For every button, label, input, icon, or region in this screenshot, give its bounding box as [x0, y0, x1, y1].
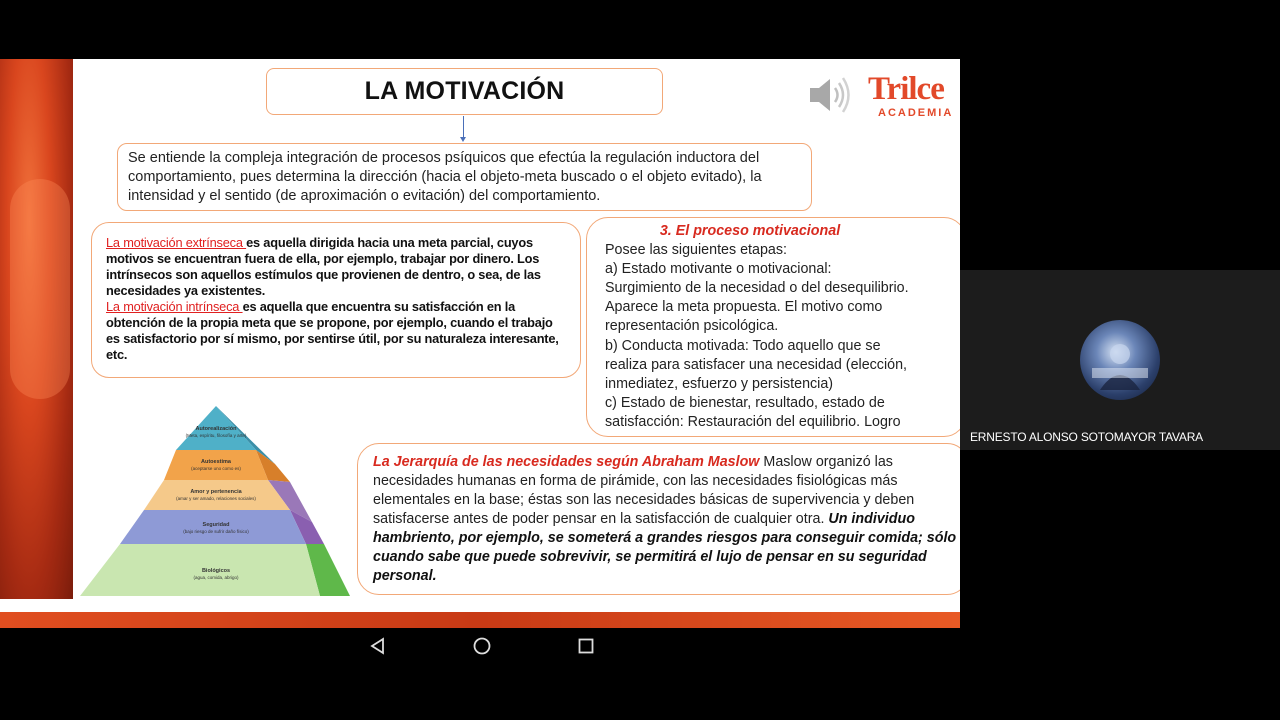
- pyramid-label: Seguridad: [202, 522, 230, 528]
- pyramid-desc: (Meta, espíritu, filosofía y arte): [185, 433, 247, 438]
- pyramid-desc: (agua, comida, abrigo): [193, 575, 239, 580]
- back-triangle-icon: [369, 637, 387, 655]
- process-line: representación psicológica.: [605, 318, 779, 335]
- home-button[interactable]: [462, 628, 502, 663]
- participant-tile[interactable]: [960, 270, 1280, 450]
- avatar-image: [1080, 320, 1160, 400]
- android-navigation-bar: [0, 628, 960, 663]
- participant-name: ERNESTO ALONSO SOTOMAYOR TAVARA: [970, 430, 1203, 444]
- intrinsic-term: La motivación intrínseca: [106, 299, 243, 314]
- maslow-title: La Jerarquía de las necesidades según Abraham Maslow: [373, 454, 760, 470]
- pyramid-level-3: [144, 480, 290, 510]
- title-box: [266, 68, 663, 115]
- process-line: b) Conducta motivada: Todo aquello que se: [605, 337, 881, 354]
- down-arrow-connector: [463, 116, 464, 140]
- process-line: c) Estado de bienestar, resultado, estado de: [605, 394, 885, 411]
- maslow-box: [357, 443, 960, 595]
- recents-button[interactable]: [566, 628, 606, 663]
- pyramid-level-5: [80, 544, 320, 596]
- process-line: realiza para satisfacer una necesidad (elección,: [605, 356, 907, 373]
- pyramid-desc: (aceptarse uno como es): [191, 466, 241, 471]
- process-line: Surgimiento de la necesidad o del desequilibrio.: [605, 280, 909, 297]
- pyramid-desc: (amar y ser amado, relaciones sociales): [176, 496, 256, 501]
- process-line: Posee las siguientes etapas:: [605, 242, 788, 259]
- process-line: Aparece la meta propuesta. El motivo como: [605, 299, 883, 316]
- participant-avatar: [1080, 320, 1160, 400]
- intrinsic-text: es aquella que encuentra su satisfacción en la obtención de la propia meta que se propone, por ejemplo, cuando el trabajo es satisfactorio por sí mismo, por sentirse útil, por su naturaleza interesante, etc.: [106, 299, 559, 362]
- slide-title: LA MOTIVACIÓN: [364, 77, 565, 105]
- process-title: 3. El proceso motivacional: [659, 223, 841, 239]
- extrinsic-term: La motivación extrínseca: [106, 235, 247, 250]
- speaker-icon[interactable]: [806, 73, 854, 117]
- process-line: inmediatez, esfuerzo y persistencia): [605, 375, 834, 392]
- slide-left-decoration: [0, 59, 73, 599]
- back-button[interactable]: [358, 628, 398, 663]
- process-line: a) Estado motivante o motivacional:: [605, 261, 832, 278]
- definition-text: Se entiende la compleja integración de procesos psíquicos que efectúa la regulación inductora del comportamiento, pues determina la dirección (hacia el objeto-meta buscado o el objeto evitado), la intensidad y el sentido (de aproximación o evitación) del comportamiento.: [128, 150, 762, 204]
- presentation-slide: [0, 59, 960, 628]
- motivation-types-box: [91, 222, 581, 378]
- pyramid-label: Autoestima: [201, 459, 231, 465]
- pyramid-label: Autorealización: [195, 426, 237, 432]
- logo-main-text: Trilce: [868, 71, 944, 107]
- maslow-pyramid: [80, 404, 352, 598]
- definition-box: [117, 143, 812, 211]
- home-circle-icon: [472, 636, 492, 656]
- pyramid-label: Amor y pertenencia: [190, 489, 242, 495]
- slide-bottom-band: [0, 612, 960, 628]
- process-box: [586, 217, 960, 437]
- maslow-text: Maslow organizó las necesidades humanas en forma de pirámide, con las necesidades fisiológicas más elementales en la base; éstas son las necesidades básicas de supervivencia y deben satisfacerse antes de poder pensar en la satisfacción de cualquier otra.: [373, 454, 915, 527]
- process-line: satisfacción: Restauración del equilibrio. Logro: [605, 413, 901, 430]
- pyramid-level-2: [164, 450, 268, 480]
- recents-square-icon: [577, 637, 595, 655]
- extrinsic-text: es aquella dirigida hacia una meta parcial, cuyos motivos se encuentran fuera de ella, por ejemplo, trabajar por dinero. Los intrínsecos son aquellos estímulos que provienen de dentro, o sea, de las necesidades ya existentes.: [106, 235, 541, 298]
- trilce-logo: [868, 71, 953, 119]
- pyramid-label: Biológicos: [201, 568, 231, 574]
- maslow-example: Un individuo hambriento, por ejemplo, se someterá a grandes riesgos para conseguir comida; sólo cuando sabe que puede sobrevivir, se permitirá el lujo de pensar en su seguridad personal.: [373, 511, 957, 584]
- pyramid-desc: (bajo riesgo de sufrir daño físico): [183, 529, 249, 534]
- logo-sub-text: ACADEMIA: [878, 107, 954, 119]
